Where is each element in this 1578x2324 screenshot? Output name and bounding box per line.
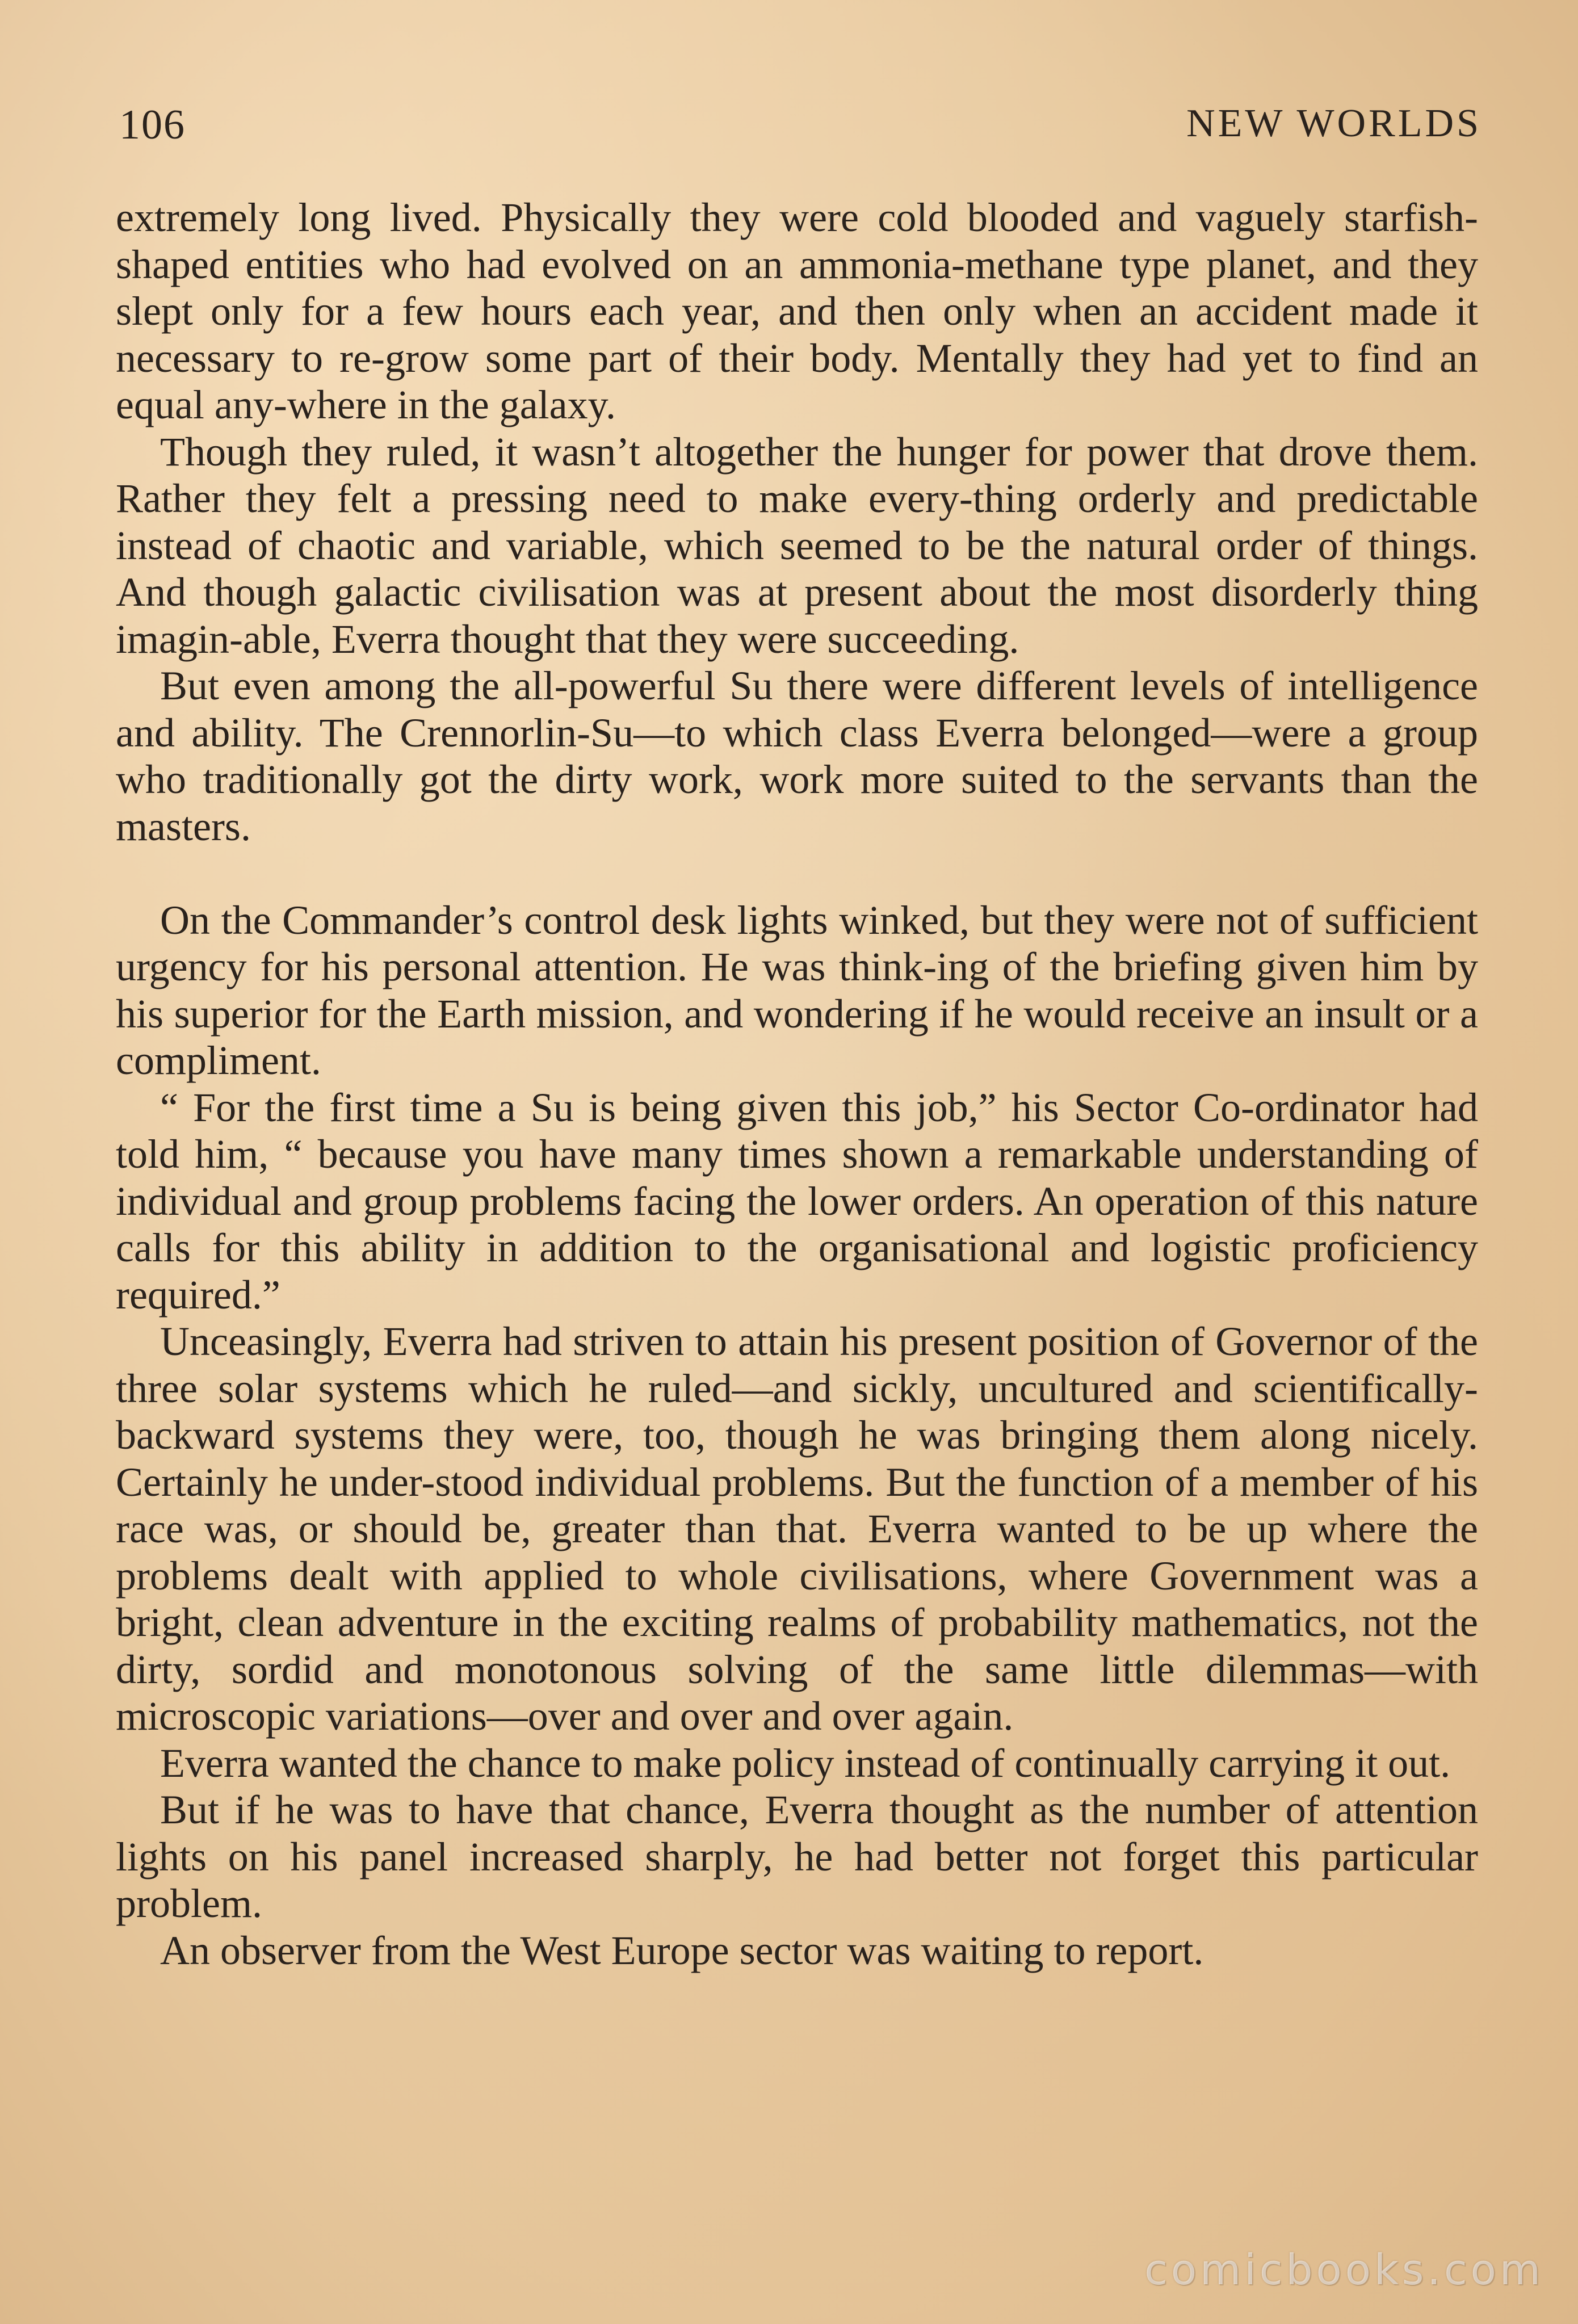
body-text	[116, 194, 1478, 1974]
paragraph: “ For the first time a Su is being given this job,” his Sector Co-ordinator had told him, “ because you have many times shown a remarkable understanding of individual and group problems facing the lower orders. An operation of this nature calls for this ability in addition to the organisational and logistic proficiency required.”	[116, 1084, 1478, 1318]
running-head: NEW WORLDS	[1186, 102, 1482, 145]
page-number: 106	[119, 102, 186, 148]
paragraph: extremely long lived. Physically they were cold blooded and vaguely starfish-shaped entities who had evolved on an ammonia-methane type planet, and they slept only for a few hours each year, and then only when an accident made it necessary to re-grow some part of their body. Mentally they had yet to find an equal any-where in the galaxy.	[116, 195, 1478, 427]
paragraph: Unceasingly, Everra had striven to attain his present position of Governor of the three solar systems which he ruled—and sickly, uncultured and scientifically-backward systems they were, too, though he was bringing them along nicely. Certainly he under-stood individual problems. But the function of a member of his race was, or should be, greater than that. Everra wanted to be up where the problems dealt with applied to whole civilisations, where Government was a bright, clean adventure in the exciting realms of probability mathematics, not the dirty, sordid and monotonous solving of the same little dilemmas—with microscopic variations—over and over and over again.	[116, 1319, 1478, 1739]
paragraph: On the Commander’s control desk lights winked, but they were not of sufficient urgency for his personal attention. He was think-ing of the briefing given him by his superior for the Earth mission, and wondering if he would receive an insult or a compliment.	[116, 897, 1478, 1083]
paragraph: But even among the all-powerful Su there were different levels of intelligence and ability. The Crennorlin-Su—to which class Everra belonged—were a group who traditionally got the dirty work, work more suited to the servants than the masters.	[116, 663, 1478, 849]
page-header	[119, 101, 1482, 158]
paragraph: An observer from the West Europe sector was waiting to report.	[160, 1927, 1204, 1973]
paragraph: Everra wanted the chance to make policy instead of continually carrying it out.	[160, 1740, 1451, 1786]
paragraph: But if he was to have that chance, Everra thought as the number of attention lights on his panel increased sharply, he had better not forget this particular problem.	[116, 1787, 1478, 1926]
watermark: comicbooks.com	[1144, 2246, 1544, 2294]
paragraph: Though they ruled, it wasn’t altogether the hunger for power that drove them. Rather they felt a pressing need to make every-thing orderly and predictable instead of chaotic and variable, which seemed to be the natural order of things. And though galactic civilisation was at present about the most disorderly thing imagin-able, Everra thought that they were succeeding.	[116, 429, 1478, 662]
